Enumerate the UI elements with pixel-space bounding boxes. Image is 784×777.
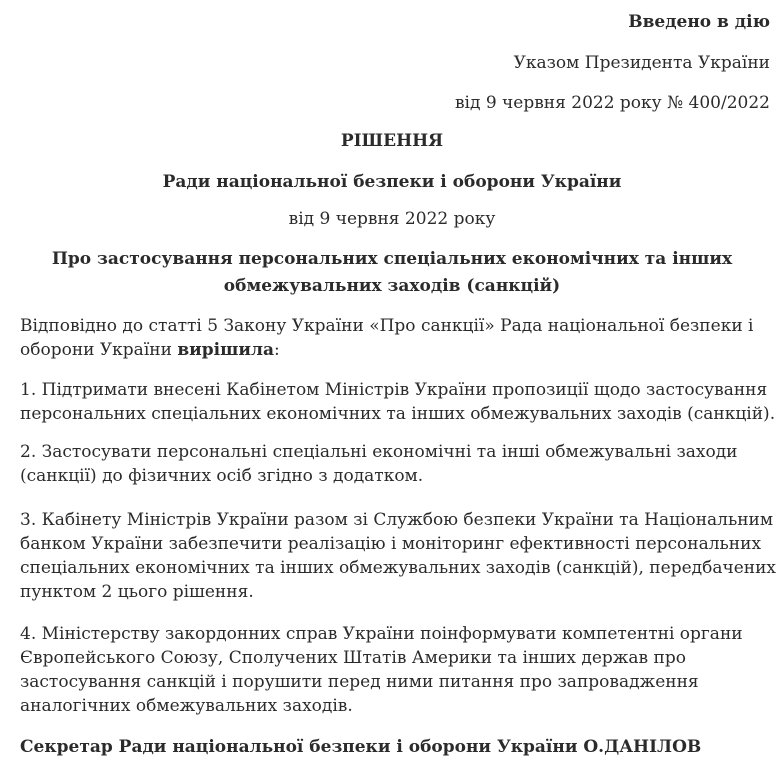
document-title: РІШЕННЯ <box>340 131 444 151</box>
item-2: 2. Застосувати персональні спеціальні економічні та інші обмежувальні заходи (санкції) до фізичних осіб згідно з додатком. <box>20 442 738 486</box>
intro-end: : <box>273 340 280 360</box>
item-4: 4. Міністерству закордонних справ України поінформувати компетентні органи Європейського Союзу, Сполучених Штатів Америки та інших держав про застосування санкцій і порушити перед ними питання про запровадження аналогічних обмежувальних заходів. <box>20 624 743 716</box>
decision-date: від 9 червня 2022 року <box>288 209 496 229</box>
signature-line: Секретар Ради національної безпеки і оборони України О.ДАНІЛОВ <box>20 737 702 757</box>
enacted-label: Введено в дію <box>628 12 770 32</box>
decree-date: від 9 червня 2022 року № 400/2022 <box>454 93 770 113</box>
decree-reference: Указом Президента України <box>513 53 770 73</box>
intro-text: Відповідно до статті 5 Закону України «Про санкції» Рада національної безпеки і оборони України <box>20 316 754 360</box>
item-3: 3. Кабінету Міністрів України разом зі Службою безпеки України та Національним банком України забезпечити реалізацію і моніторинг ефективності персональних спеціальних економічних та інших обмежувальних заходів (санкцій), передбачених пунктом 2 цього рішення. <box>20 510 777 602</box>
council-name: Ради національної безпеки і оборони України <box>162 172 622 192</box>
intro-verb: вирішила <box>177 340 274 360</box>
intro-paragraph <box>20 314 780 362</box>
decision-subject: Про застосування персональних спеціальних економічних та інших обмежувальних заходів (санкцій) <box>51 249 733 296</box>
item-1: 1. Підтримати внесені Кабінетом Міністрів України пропозиції щодо застосування персональних спеціальних економічних та інших обмежувальних заходів (санкцій). <box>20 380 776 424</box>
